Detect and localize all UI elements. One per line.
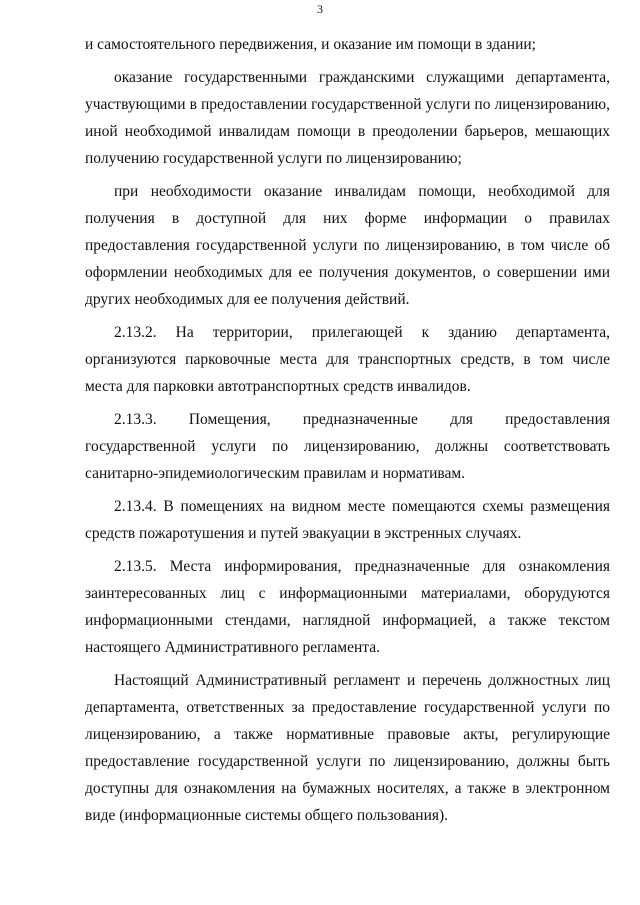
paragraph-2-13-5: 2.13.5. Места информирования, предназначенные для ознакомления заинтересованных лиц с информационными материалами, оборудуются информационными стендами, наглядной информацией, а также текстом настоящего Административного регламента. xyxy=(85,558,610,656)
paragraph-availability: Настоящий Административный регламент и перечень должностных лиц департамента, ответственных за предоставление государственной услуги по лицензированию, а также нормативные правовые акты, регулирующие предоставление государственной услуги по лицензированию, должны быть доступны для ознакомления на бумажных носителях, а также в электронном виде (информационные системы общего пользования). xyxy=(85,672,610,824)
paragraph-2-13-3: 2.13.3. Помещения, предназначенные для предоставления государственной услуги по лицензированию, должны соответствовать санитарно-эпидемиологическим правилам и нормативам. xyxy=(85,411,610,482)
document-body xyxy=(85,31,610,835)
paragraph-continuation: и самостоятельного передвижения, и оказание им помощи в здании; xyxy=(85,36,536,53)
paragraph-2-13-4: 2.13.4. В помещениях на видном месте помещаются схемы размещения средств пожаротушения и путей эвакуации в экстренных случаях. xyxy=(85,498,610,542)
paragraph-assistance-staff: оказание государственными гражданскими служащими департамента, участвующими в предоставлении государственной услуги по лицензированию, иной необходимой инвалидам помощи в преодолении барьеров, мешающих получению государственной услуги по лицензированию; xyxy=(85,69,610,167)
page-number: 3 xyxy=(317,2,323,16)
paragraph-2-13-2: 2.13.2. На территории, прилегающей к зданию департамента, организуются парковочные места для транспортных средств, в том числе места для парковки автотранспортных средств инвалидов. xyxy=(85,324,610,395)
paragraph-assistance-information: при необходимости оказание инвалидам помощи, необходимой для получения в доступной для них форме информации о правилах предоставления государственной услуги по лицензированию, в том числе об оформлении необходимых для ее получения документов, о совершении ими других необходимых для ее получения действий. xyxy=(85,183,610,308)
